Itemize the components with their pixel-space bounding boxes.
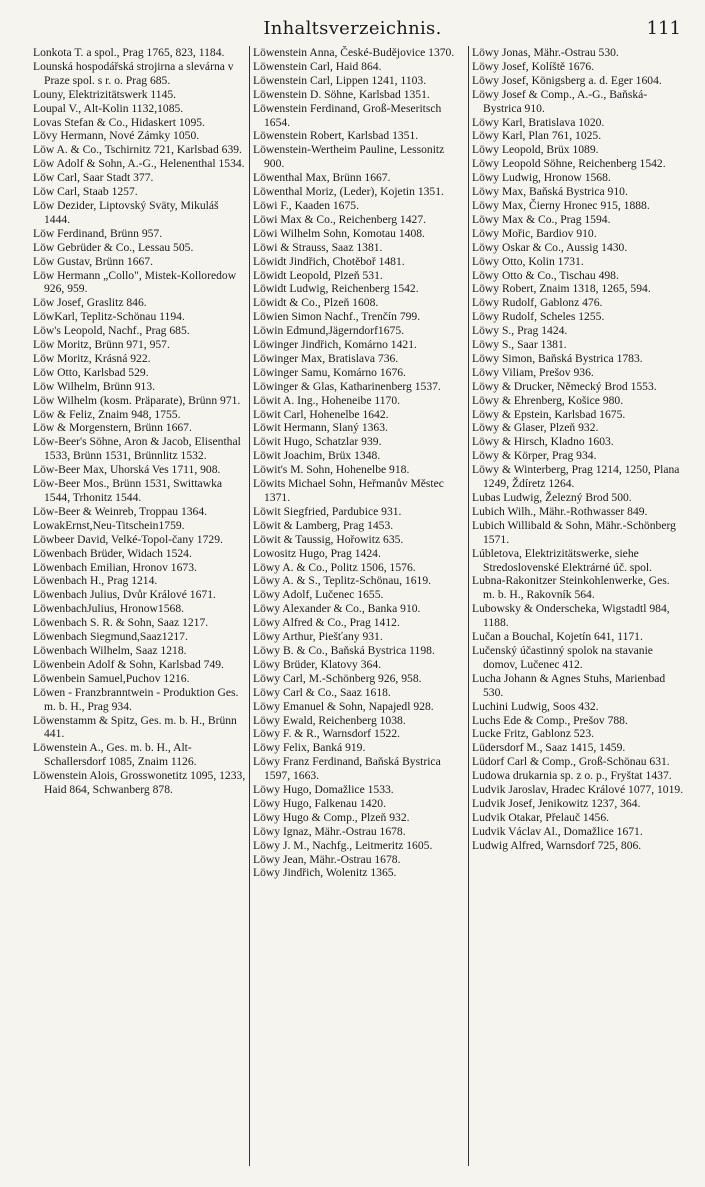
index-entry: Löw & Morgenstern, Brünn 1667. xyxy=(33,421,192,435)
index-entry: Löwy & Epstein, Karlsbad 1675. xyxy=(472,407,626,421)
index-entry: Löwy Hugo, Falkenau 1420. xyxy=(253,796,386,810)
index-entry: Lonkota T. a spol., Prag 1765, 823, 1184. xyxy=(33,46,225,59)
index-entry: Löw Gebrüder & Co., Lessau 505. xyxy=(33,240,194,254)
index-entry: Löwy Otto, Kolin 1731. xyxy=(472,254,584,268)
index-entry: Lubowsky & Onderscheka, Wigstadtl 984, 1188. xyxy=(472,602,670,630)
index-entry: Löwy Josef & Comp., A.-G., Baňská-Bystrica 910. xyxy=(472,87,648,115)
index-entry: Löwy F. & R., Warnsdorf 1522. xyxy=(253,727,401,741)
index-entry: Lubas Ludwig, Železný Brod 500. xyxy=(472,491,632,504)
index-entry: Löwenbein Adolf & Sohn, Karlsbad 749. xyxy=(33,657,224,671)
index-entry: Löwy Leopold, Brüx 1089. xyxy=(472,143,599,157)
index-entry: Löwenstein D. Söhne, Karlsbad 1351. xyxy=(253,87,430,101)
index-entry: Lowositz Hugo, Prag 1424. xyxy=(253,546,381,560)
index-entry: Löwy Emanuel & Sohn, Napajedl 928. xyxy=(253,699,434,713)
index-entry: Löwy A. & Co., Politz 1506, 1576. xyxy=(253,560,416,574)
index-entry: Löwy Rudolf, Gablonz 476. xyxy=(472,296,603,310)
index-entry: Löwy Rudolf, Scheles 1255. xyxy=(472,310,605,324)
index-entry: Löwenstein Alois, Grosswonetitz 1095, 1233, Haid 864, Schwanberg 878. xyxy=(33,769,246,797)
index-entry: Löw Dezider, Liptovský Sväty, Mikuláš 1444. xyxy=(33,198,219,226)
index-entry: Lubich Willibald & Sohn, Mähr.-Schönberg 1571. xyxy=(472,518,676,546)
index-entry: Löw Josef, Graslitz 846. xyxy=(33,296,147,310)
index-entry: Löwy Max & Co., Prag 1594. xyxy=(472,212,611,226)
index-entry: Löwinger Jindřich, Komárno 1421. xyxy=(253,338,417,352)
index-entry: Löw Wilhelm (kosm. Präparate), Brünn 971. xyxy=(33,393,241,407)
index-entry: Löwy B. & Co., Baňská Bystrica 1198. xyxy=(253,643,435,657)
index-entry: Löwin Edmund,Jägerndorf1675. xyxy=(253,324,405,338)
index-entry: Löwit Joachim, Brüx 1348. xyxy=(253,449,381,463)
index-entry: Löwy Jindřich, Wolenitz 1365. xyxy=(253,866,397,880)
index-entry: LöwenbachJulius, Hronow1568. xyxy=(33,602,185,616)
index-entry: Löwy Max, Baňská Bystrica 910. xyxy=(472,185,628,199)
index-entry: Löwy Simon, Baňská Bystrica 1783. xyxy=(472,351,643,365)
index-entry: Loupal V., Alt-Kolin 1132,1085. xyxy=(33,101,184,115)
index-entry: Löw Moritz, Brünn 971, 957. xyxy=(33,338,170,352)
index-entry: Löwinger Samu, Komárno 1676. xyxy=(253,365,406,379)
index-entry: Löwy Karl, Plan 761, 1025. xyxy=(472,129,602,143)
index-column-2 xyxy=(249,46,468,1166)
index-entry: Löwy Franz Ferdinand, Baňská Bystrica 1597, 1663. xyxy=(253,755,441,783)
index-entry: Löwy Hugo & Comp., Plzeň 932. xyxy=(253,810,410,824)
index-entry: Löwy Carl & Co., Saaz 1618. xyxy=(253,685,391,699)
index-entry: Löwenstein Carl, Haid 864. xyxy=(253,59,382,73)
index-column-3 xyxy=(468,46,687,1166)
index-entry: Löwits Michael Sohn, Heřmanův Městec 1371. xyxy=(253,477,444,504)
index-entry: Löw Hermann „Collo", Mistek-Kolloredow 926, 959. xyxy=(33,268,237,296)
index-entry: Ludvik Josef, Jenikowitz 1237, 364. xyxy=(472,796,641,810)
index-entry: Löwy & Glaser, Plzeň 932. xyxy=(472,421,599,435)
index-entry: Ludvik Václav Al., Domažlice 1671. xyxy=(472,824,643,838)
index-entry: Ludvik Otakar, Přelauč 1456. xyxy=(472,810,610,824)
index-entry: Löwit Siegfried, Pardubice 931. xyxy=(253,504,402,518)
index-entry: Löwi F., Kaaden 1675. xyxy=(253,198,359,212)
index-entry: Löwi Wilhelm Sohn, Komotau 1408. xyxy=(253,226,425,240)
index-entry: Löwy Oskar & Co., Aussig 1430. xyxy=(472,240,628,254)
index-entry: Löw-Beer Max, Uhorská Ves 1711, 908. xyxy=(33,463,221,477)
index-entry: Löwenbach Julius, Dvůr Králové 1671. xyxy=(33,588,216,602)
index-entry: Löwy & Körper, Prag 934. xyxy=(472,449,597,463)
index-entry: Ludvik Jaroslav, Hradec Králové 1077, 1019. xyxy=(472,783,684,797)
index-entry: Löw Moritz, Krásná 922. xyxy=(33,351,151,365)
index-entry: Löwy Alexander & Co., Banka 910. xyxy=(253,602,421,616)
index-entry: Löwenthal Max, Brünn 1667. xyxy=(253,171,391,185)
index-entry: Louny, Elektrizitätswerk 1145. xyxy=(33,87,177,101)
index-entry: Löwy S., Saar 1381. xyxy=(472,338,567,352)
index-entry: Löwenbein Samuel,Puchov 1216. xyxy=(33,671,190,685)
index-entry: Löwy Jean, Mähr.-Ostrau 1678. xyxy=(253,852,401,866)
index-entry: Löwit Hermann, Slaný 1363. xyxy=(253,421,388,435)
index-entry: Löwy Carl, M.-Schönberg 926, 958. xyxy=(253,671,422,685)
index-entry: Löwy Otto & Co., Tischau 498. xyxy=(472,268,619,282)
running-header xyxy=(0,14,705,44)
index-entry: Löwy Adolf, Lučenec 1655. xyxy=(253,588,384,602)
index-entry: Lövy Hermann, Nové Zámky 1050. xyxy=(33,129,200,143)
index-entry: Lučenský účastinný spolok na stavanie domov, Lučenec 412. xyxy=(472,643,653,671)
index-entry: Löwenthal Moriz, (Leder), Kojetin 1351. xyxy=(253,185,444,199)
index-entry: Löwidt Jindřich, Chotěboř 1481. xyxy=(253,254,405,268)
index-entry: Löwen - Franzbranntwein - Produktion Ges. m. b. H., Prag 934. xyxy=(33,685,239,713)
index-entry: Löwy Robert, Znaim 1318, 1265, 594. xyxy=(472,282,651,296)
index-entry: Löwy Arthur, Piešťany 931. xyxy=(253,630,383,644)
index-entry: Löwenbach Emilian, Hronov 1673. xyxy=(33,560,197,574)
index-entry: Löwenbach Brüder, Widach 1524. xyxy=(33,546,192,560)
index-entry: Löw-Beer & Weinreb, Troppau 1364. xyxy=(33,504,208,518)
index-entry: Löwy Viliam, Prešov 936. xyxy=(472,365,594,379)
index-entry: Löw Carl, Staab 1257. xyxy=(33,185,138,199)
index-entry: Löwit A. Ing., Hoheneibe 1170. xyxy=(253,393,401,407)
index-entry: Löwit Hugo, Schatzlar 939. xyxy=(253,435,382,449)
index-entry: Löwy S., Prag 1424. xyxy=(472,324,568,338)
index-entry: Luchini Ludwig, Soos 432. xyxy=(472,699,599,713)
index-entry: Löwit & Lamberg, Prag 1453. xyxy=(253,518,394,532)
index-entry: Löwy Leopold Söhne, Reichenberg 1542. xyxy=(472,157,666,171)
index-entry: Ludowa drukarnia sp. z o. p., Fryštat 1437. xyxy=(472,769,672,783)
index-entry: Löwit Carl, Hohenelbe 1642. xyxy=(253,407,389,421)
index-entry: Löwy Max, Čierny Hronec 915, 1888. xyxy=(472,198,650,212)
index-entry: Lucha Johann & Agnes Stuhs, Marienbad 530. xyxy=(472,671,666,699)
index-entry: Löw-Beer's Söhne, Aron & Jacob, Elisenthal 1533, Brünn 1531, Brünnlitz 1532. xyxy=(33,435,241,463)
index-entry: Löwy Brüder, Klatovy 364. xyxy=(253,657,382,671)
index-entry: Löw Adolf & Sohn, A.-G., Helenenthal 1534. xyxy=(33,157,245,171)
index-entry: Löwi & Strauss, Saaz 1381. xyxy=(253,240,383,254)
index-entry: Löwenstamm & Spitz, Ges. m. b. H., Brünn 441. xyxy=(33,713,237,741)
index-entry: Löwenstein Carl, Lippen 1241, 1103. xyxy=(253,73,427,87)
index-columns xyxy=(30,46,690,1166)
index-entry: Löwy & Hirsch, Kladno 1603. xyxy=(472,435,614,449)
index-entry: Löwenstein Robert, Karlsbad 1351. xyxy=(253,129,419,143)
index-entry: Lounská hospodářská strojirna a slevárna v Praze spol. s r. o. Prag 685. xyxy=(33,59,234,87)
index-entry: Löwinger Max, Bratislava 736. xyxy=(253,351,399,365)
index-entry: Löw Wilhelm, Brünn 913. xyxy=(33,379,156,393)
index-entry: Löwy A. & S., Teplitz-Schönau, 1619. xyxy=(253,574,432,588)
index-entry: Löwenstein Anna, České-Budějovice 1370. xyxy=(253,46,455,59)
index-entry: Löwidt Ludwig, Reichenberg 1542. xyxy=(253,282,419,296)
index-entry: Löw A. & Co., Tschirnitz 721, Karlsbad 639. xyxy=(33,143,242,157)
index-entry: Löwbeer David, Velké-Topol-čany 1729. xyxy=(33,532,223,546)
index-entry: Löwi Max & Co., Reichenberg 1427. xyxy=(253,212,427,226)
index-entry: Löwit & Taussig, Hořowitz 635. xyxy=(253,532,404,546)
index-entry: Löwinger & Glas, Katharinenberg 1537. xyxy=(253,379,441,393)
index-entry: Löw's Leopold, Nachf., Prag 685. xyxy=(33,324,190,338)
index-entry: LöwKarl, Teplitz-Schönau 1194. xyxy=(33,310,185,324)
index-entry: Ludwig Alfred, Warnsdorf 725, 806. xyxy=(472,838,642,852)
index-entry: Löwy Alfred & Co., Prag 1412. xyxy=(253,616,400,630)
index-entry: Lubich Wilh., Mähr.-Rothwasser 849. xyxy=(472,504,648,518)
index-entry: Löwidt & Co., Plzeň 1608. xyxy=(253,296,379,310)
index-entry: Löwy Jonas, Mähr.-Ostrau 530. xyxy=(472,46,619,59)
index-entry: Luchs Ede & Comp., Prešov 788. xyxy=(472,713,628,727)
index-entry: Löwenbach S. R. & Sohn, Saaz 1217. xyxy=(33,616,209,630)
index-entry: Löwy & Drucker, Německý Brod 1553. xyxy=(472,379,657,393)
index-entry: Löwenbach Wilhelm, Saaz 1218. xyxy=(33,643,187,657)
index-entry: Löwenstein Ferdinand, Groß-Meseritsch 1654. xyxy=(253,101,442,129)
page-number: 111 xyxy=(646,18,681,39)
index-entry: Löwy Mořic, Bardiov 910. xyxy=(472,226,597,240)
index-entry: Löw Carl, Saar Stadt 377. xyxy=(33,171,154,185)
index-entry: Lüdersdorf M., Saaz 1415, 1459. xyxy=(472,741,626,755)
index-entry: Löwit's M. Sohn, Hohenelbe 918. xyxy=(253,463,410,477)
index-entry: Löwy Hugo, Domažlice 1533. xyxy=(253,783,394,797)
index-entry: Lovas Stefan & Co., Hidaskert 1095. xyxy=(33,115,205,129)
index-entry: Löwien Simon Nachf., Trenčín 799. xyxy=(253,310,421,324)
index-entry: Lúbletova, Elektrizitätswerke, siehe Stredoslovenské Elektrárné úč. spol. xyxy=(472,546,653,574)
index-entry: Löw Otto, Karlsbad 529. xyxy=(33,365,149,379)
index-entry: Löwy Josef, Kolíště 1676. xyxy=(472,59,595,73)
index-entry: Löwenbach Siegmund,Saaz1217. xyxy=(33,630,188,644)
index-entry: Löwidt Leopold, Plzeň 531. xyxy=(253,268,383,282)
index-entry: Löwenstein A., Ges. m. b. H., Alt-Schallersdorf 1085, Znaim 1126. xyxy=(33,741,197,769)
index-entry: Löw & Feliz, Znaim 948, 1755. xyxy=(33,407,181,421)
index-entry: Lubna-Rakonitzer Steinkohlenwerke, Ges. m. b. H., Rakovník 564. xyxy=(472,574,670,602)
index-column-1 xyxy=(30,46,249,1166)
index-entry: LowakErnst,Neu-Titschein1759. xyxy=(33,518,185,532)
index-entry: Lučan a Bouchal, Kojetín 641, 1171. xyxy=(472,630,643,644)
index-entry: Löwy Ewald, Reichenberg 1038. xyxy=(253,713,406,727)
index-entry: Löwy J. M., Nachfg., Leitmeritz 1605. xyxy=(253,838,433,852)
index-entry: Löw-Beer Mos., Brünn 1531, Swittawka 1544, Trhonitz 1544. xyxy=(33,477,223,504)
index-entry: Löwenstein-Wertheim Pauline, Lessonitz 900. xyxy=(253,143,445,171)
index-entry: Löwenbach H., Prag 1214. xyxy=(33,574,158,588)
index-entry: Löwy & Winterberg, Prag 1214, 1250, Plana 1249, Ždíretz 1264. xyxy=(472,463,680,491)
index-entry: Löwy Karl, Bratislava 1020. xyxy=(472,115,605,129)
index-entry: Löw Ferdinand, Brünn 957. xyxy=(33,226,163,240)
index-entry: Lucke Fritz, Gablonz 523. xyxy=(472,727,595,741)
index-entry: Löwy Josef, Königsberg a. d. Eger 1604. xyxy=(472,73,662,87)
index-entry: Lüdorf Carl & Comp., Groß-Schönau 631. xyxy=(472,755,670,769)
index-entry: Löwy & Ehrenberg, Košice 980. xyxy=(472,393,624,407)
index-entry: Löw Gustav, Brünn 1667. xyxy=(33,254,154,268)
page-title: Inhaltsverzeichnis. xyxy=(263,18,442,39)
index-entry: Löwy Ludwig, Hronow 1568. xyxy=(472,171,611,185)
index-entry: Löwy Felix, Banká 919. xyxy=(253,741,366,755)
index-entry: Löwy Ignaz, Mähr.-Ostrau 1678. xyxy=(253,824,406,838)
